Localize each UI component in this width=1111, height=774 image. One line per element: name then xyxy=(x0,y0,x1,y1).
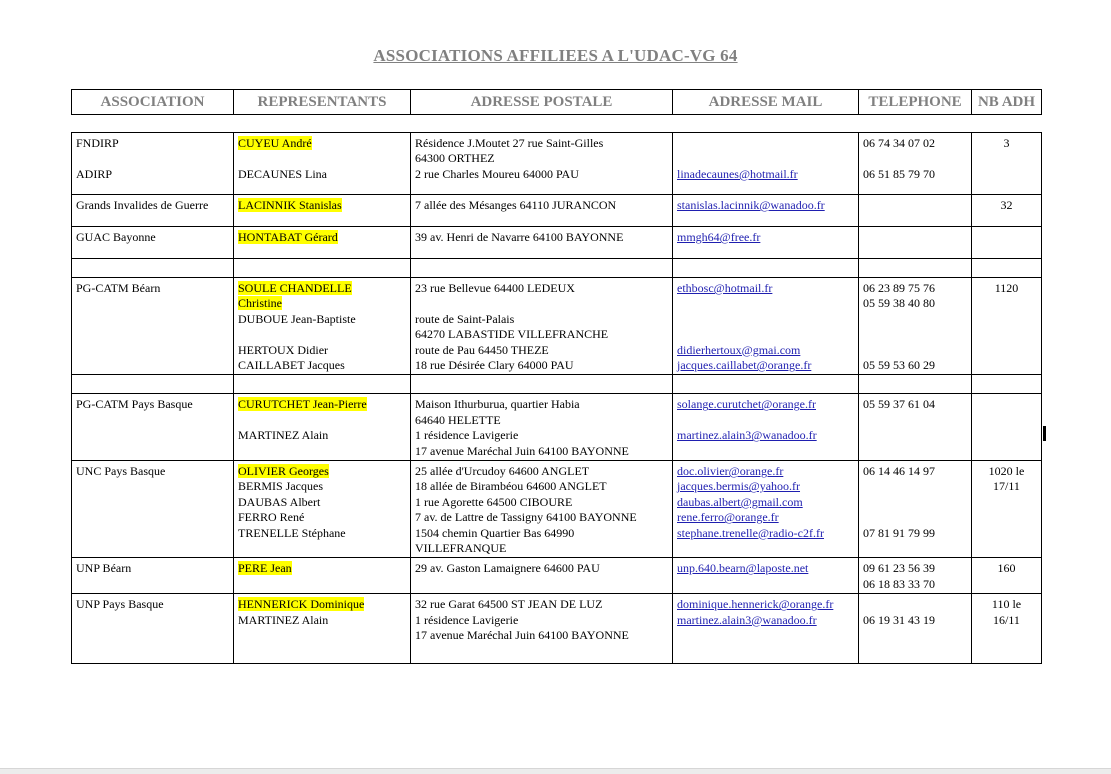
empty-cell xyxy=(859,259,972,278)
association-cell xyxy=(72,133,234,195)
representants-cell xyxy=(234,394,411,461)
cell-text: Maison Ithurburua, quartier Habia xyxy=(415,397,580,412)
mail-cell xyxy=(673,594,859,664)
email-link[interactable]: mmgh64@free.fr xyxy=(677,230,761,244)
email-link[interactable]: martinez.alain3@wanadoo.fr xyxy=(677,428,817,443)
representative-name: PERE Jean xyxy=(238,561,292,576)
mail-cell xyxy=(673,278,859,375)
cell-text: 06 14 46 14 97 xyxy=(863,464,935,479)
table-row xyxy=(72,394,1042,461)
association-cell xyxy=(72,594,234,664)
table-row xyxy=(72,227,1042,259)
telephone-cell xyxy=(859,394,972,461)
cell-text: 16/11 xyxy=(993,612,1020,627)
representative-name: CUYEU André xyxy=(238,136,312,150)
representative-name: TRENELLE Stéphane xyxy=(238,525,346,540)
cell-text: 64300 ORTHEZ xyxy=(415,151,495,166)
telephone-cell xyxy=(859,594,972,664)
email-link[interactable]: solange.curutchet@orange.fr xyxy=(677,397,816,412)
header-table xyxy=(71,89,1042,115)
email-link[interactable]: martinez.alain3@wanadoo.fr xyxy=(677,612,817,627)
address-cell xyxy=(411,394,673,461)
header-association: ASSOCIATION xyxy=(72,90,234,115)
address-cell xyxy=(411,133,673,195)
address-cell xyxy=(411,278,673,375)
cell-text: Résidence J.Moutet 27 rue Saint-Gilles xyxy=(415,136,604,150)
cell-text: 29 av. Gaston Lamaignere 64600 PAU xyxy=(415,561,600,576)
cell-text: ADIRP xyxy=(76,166,113,181)
representative-name: SOULE CHANDELLE xyxy=(238,281,352,295)
association-cell xyxy=(72,558,234,594)
cell-text: 64270 LABASTIDE VILLEFRANCHE xyxy=(415,327,609,342)
cell-text: 06 74 34 07 02 xyxy=(863,136,935,150)
cell-text: 39 av. Henri de Navarre 64100 BAYONNE xyxy=(415,230,624,244)
representative-name: CURUTCHET Jean-Pierre xyxy=(238,397,367,412)
nb-adh-cell xyxy=(972,558,1042,594)
nb-adh-cell xyxy=(972,461,1042,558)
associations-table xyxy=(71,132,1042,664)
cell-text: UNP Pays Basque xyxy=(76,597,164,612)
email-link[interactable]: jacques.caillabet@orange.fr xyxy=(677,357,812,372)
email-link[interactable]: daubas.albert@gmail.com xyxy=(677,494,803,509)
address-cell xyxy=(411,461,673,558)
cell-text: 05 59 37 61 04 xyxy=(863,397,935,412)
representants-cell xyxy=(234,133,411,195)
representative-name: DUBOUE Jean-Baptiste xyxy=(238,311,356,326)
mail-cell xyxy=(673,394,859,461)
email-link[interactable]: doc.olivier@orange.fr xyxy=(677,464,784,479)
representants-cell xyxy=(234,558,411,594)
association-cell xyxy=(72,227,234,259)
nb-adh-cell xyxy=(972,227,1042,259)
mail-cell xyxy=(673,195,859,227)
document-title: ASSOCIATIONS AFFILIEES A L'UDAC-VG 64 xyxy=(373,46,738,65)
representative-name: MARTINEZ Alain xyxy=(238,612,329,627)
representants-cell xyxy=(234,594,411,664)
mail-cell xyxy=(673,227,859,259)
representants-cell xyxy=(234,278,411,375)
email-link[interactable]: ethbosc@hotmail.fr xyxy=(677,281,773,295)
cell-text: 32 xyxy=(1000,198,1013,212)
email-link[interactable]: linadecaunes@hotmail.fr xyxy=(677,166,798,181)
cell-text: 1 rue Agorette 64500 CIBOURE xyxy=(415,494,573,509)
cell-text: 160 xyxy=(997,561,1016,576)
mail-cell xyxy=(673,133,859,195)
representative-name: Christine xyxy=(238,296,282,311)
table-row xyxy=(72,461,1042,558)
empty-cell xyxy=(859,375,972,394)
table-row xyxy=(72,133,1042,195)
address-cell xyxy=(411,558,673,594)
header-representants: REPRESENTANTS xyxy=(234,90,411,115)
cell-text: 1120 xyxy=(994,281,1019,295)
cell-text: 1 résidence Lavigerie xyxy=(415,428,519,443)
representative-name: FERRO René xyxy=(238,510,305,525)
window-bottom-edge xyxy=(0,768,1111,774)
representants-cell xyxy=(234,227,411,259)
representative-name: MARTINEZ Alain xyxy=(238,428,329,443)
cell-text: VILLEFRANQUE xyxy=(415,541,507,556)
cell-text: 7 av. de Lattre de Tassigny 64100 BAYONNE xyxy=(415,510,637,525)
telephone-cell xyxy=(859,278,972,375)
address-cell xyxy=(411,227,673,259)
representative-name: HENNERICK Dominique xyxy=(238,597,365,612)
empty-cell xyxy=(411,375,673,394)
empty-cell xyxy=(72,375,234,394)
cell-text: 25 allée d'Urcudoy 64600 ANGLET xyxy=(415,464,590,479)
cell-text: 64640 HELETTE xyxy=(415,412,501,427)
cell-text: 1020 le xyxy=(988,464,1025,479)
empty-cell xyxy=(72,259,234,278)
telephone-cell xyxy=(859,133,972,195)
representative-name: BERMIS Jacques xyxy=(238,479,323,494)
cell-text: 05 59 53 60 29 xyxy=(863,357,935,372)
cell-text: 110 le xyxy=(991,597,1022,612)
empty-cell xyxy=(673,375,859,394)
cell-text: 23 rue Bellevue 64400 LEDEUX xyxy=(415,281,575,295)
cell-text: GUAC Bayonne xyxy=(76,230,156,244)
telephone-cell xyxy=(859,461,972,558)
cell-text: 17 avenue Maréchal Juin 64100 BAYONNE xyxy=(415,443,629,458)
telephone-cell xyxy=(859,227,972,259)
empty-cell xyxy=(234,259,411,278)
representative-name: DECAUNES Lina xyxy=(238,166,327,181)
header-adresse-postale: ADRESSE POSTALE xyxy=(411,90,673,115)
cell-text: 1 résidence Lavigerie xyxy=(415,612,519,627)
cell-text: 2 rue Charles Moureu 64000 PAU xyxy=(415,166,579,181)
cell-text: 32 rue Garat 64500 ST JEAN DE LUZ xyxy=(415,597,603,612)
cell-text: 06 51 85 79 70 xyxy=(863,166,935,181)
telephone-cell xyxy=(859,195,972,227)
cell-text: 3 xyxy=(1003,136,1010,150)
nb-adh-cell xyxy=(972,394,1042,461)
header-adresse-mail: ADRESSE MAIL xyxy=(673,90,859,115)
empty-cell xyxy=(673,259,859,278)
cell-text: 18 rue Désirée Clary 64000 PAU xyxy=(415,358,574,373)
cell-text: 7 allée des Mésanges 64110 JURANCON xyxy=(415,198,617,212)
email-link[interactable]: dominique.hennerick@orange.fr xyxy=(677,597,834,612)
telephone-cell xyxy=(859,558,972,594)
email-link[interactable]: stephane.trenelle@radio-c2f.fr xyxy=(677,525,824,540)
empty-cell xyxy=(972,375,1042,394)
nb-adh-cell xyxy=(972,594,1042,664)
cell-text: 18 allée de Birambéou 64600 ANGLET xyxy=(415,479,607,494)
table-row xyxy=(72,278,1042,375)
address-cell xyxy=(411,195,673,227)
table-row xyxy=(72,558,1042,594)
nb-adh-cell xyxy=(972,278,1042,375)
email-link[interactable]: unp.640.bearn@laposte.net xyxy=(677,561,809,576)
cell-text: FNDIRP xyxy=(76,136,119,150)
cell-text: Grands Invalides de Guerre xyxy=(76,198,209,212)
representants-cell xyxy=(234,461,411,558)
representative-name: LACINNIK Stanislas xyxy=(238,198,342,212)
email-link[interactable]: rene.ferro@orange.fr xyxy=(677,510,779,525)
association-cell xyxy=(72,278,234,375)
cell-text: 05 59 38 40 80 xyxy=(863,296,935,311)
representative-name: CAILLABET Jacques xyxy=(238,358,345,373)
email-link[interactable]: stanislas.lacinnik@wanadoo.fr xyxy=(677,198,825,212)
cell-text: 09 61 23 56 39 xyxy=(863,561,935,576)
association-cell xyxy=(72,394,234,461)
cell-text: PG-CATM Pays Basque xyxy=(76,397,193,412)
text-cursor xyxy=(1043,426,1046,441)
header-telephone: TELEPHONE xyxy=(859,90,972,115)
cell-text: 17/11 xyxy=(993,479,1020,494)
representative-name: DAUBAS Albert xyxy=(238,494,321,509)
representative-name: HERTOUX Didier xyxy=(238,342,329,357)
email-link[interactable]: didierhertoux@gmai.com xyxy=(677,342,801,357)
cell-text: route de Pau 64450 THEZE xyxy=(415,342,549,357)
spacer-row xyxy=(72,375,1042,394)
cell-text: route de Saint-Palais xyxy=(415,311,515,326)
cell-text: PG-CATM Béarn xyxy=(76,281,161,295)
cell-text: 06 23 89 75 76 xyxy=(863,281,935,295)
cell-text: 07 81 91 79 99 xyxy=(863,525,935,540)
empty-cell xyxy=(972,259,1042,278)
address-cell xyxy=(411,594,673,664)
nb-adh-cell xyxy=(972,133,1042,195)
nb-adh-cell xyxy=(972,195,1042,227)
cell-text: 17 avenue Maréchal Juin 64100 BAYONNE xyxy=(415,628,629,643)
empty-cell xyxy=(411,259,673,278)
representants-cell xyxy=(234,195,411,227)
table-row xyxy=(72,195,1042,227)
cell-text: UNC Pays Basque xyxy=(76,464,166,479)
cell-text: 1504 chemin Quartier Bas 64990 xyxy=(415,525,575,540)
representative-name: OLIVIER Georges xyxy=(238,464,329,479)
representative-name: HONTABAT Gérard xyxy=(238,230,338,244)
cell-text: 06 19 31 43 19 xyxy=(863,612,935,627)
association-cell xyxy=(72,195,234,227)
association-cell xyxy=(72,461,234,558)
mail-cell xyxy=(673,558,859,594)
empty-cell xyxy=(234,375,411,394)
email-link[interactable]: jacques.bermis@yahoo.fr xyxy=(677,479,801,494)
mail-cell xyxy=(673,461,859,558)
spacer-row xyxy=(72,259,1042,278)
cell-text: UNP Béarn xyxy=(76,561,132,576)
header-nb-adh: NB ADH xyxy=(972,90,1042,115)
cell-text: 06 18 83 33 70 xyxy=(863,576,935,591)
table-row xyxy=(72,594,1042,664)
